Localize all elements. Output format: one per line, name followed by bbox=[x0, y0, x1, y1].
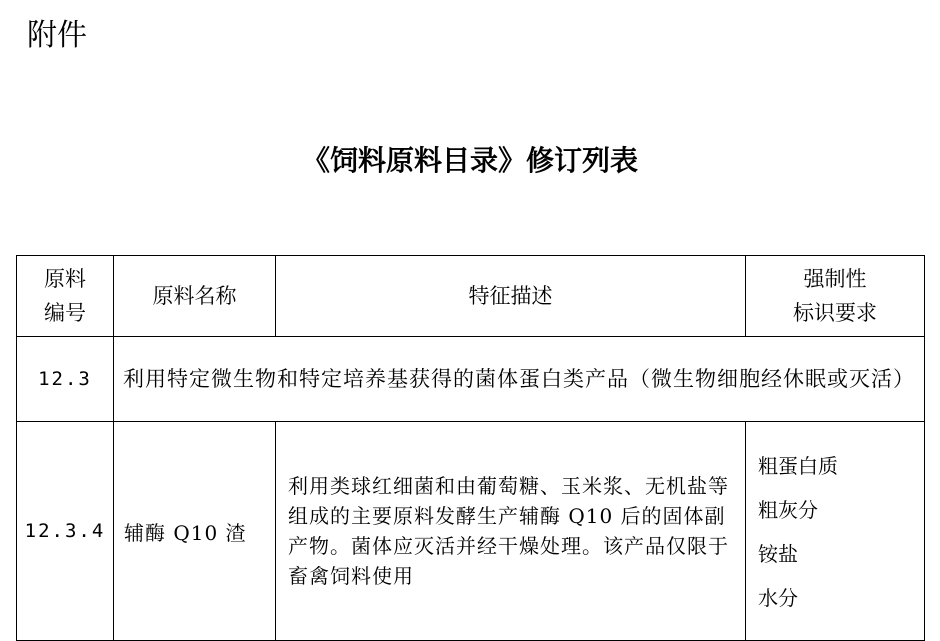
item-label-requirements bbox=[746, 422, 925, 641]
header-label-line2: 标识要求 bbox=[793, 301, 877, 325]
label-requirement-item: 水分 bbox=[758, 586, 798, 610]
label-requirement-item: 粗蛋白质 bbox=[758, 454, 838, 478]
item-code: 12.3.4 bbox=[17, 422, 114, 641]
item-name: 辅酶 Q10 渣 bbox=[114, 422, 276, 641]
category-description: 利用特定微生物和特定培养基获得的菌体蛋白类产品（微生物细胞经休眠或灭活） bbox=[114, 337, 925, 422]
table-header-row bbox=[17, 256, 925, 337]
label-requirement-item: 铵盐 bbox=[758, 542, 798, 566]
table-row-category bbox=[17, 337, 925, 422]
header-code bbox=[17, 256, 114, 337]
document-title: 《饲料原料目录》修订列表 bbox=[301, 144, 638, 177]
header-label-line1: 强制性 bbox=[803, 267, 867, 291]
header-feature: 特征描述 bbox=[276, 256, 746, 337]
attachment-label: 附件 bbox=[27, 18, 87, 53]
header-code-line2: 编号 bbox=[44, 301, 86, 325]
category-code: 12.3 bbox=[17, 337, 114, 422]
header-label-requirement bbox=[746, 256, 925, 337]
header-code-line1: 原料 bbox=[44, 267, 86, 291]
table-row-item bbox=[17, 422, 925, 641]
header-name: 原料名称 bbox=[114, 256, 276, 337]
label-requirement-item: 粗灰分 bbox=[758, 498, 818, 522]
revision-table bbox=[16, 255, 925, 641]
item-feature: 利用类球红细菌和由葡萄糖、玉米浆、无机盐等组成的主要原料发酵生产辅酶 Q10 后的固体副产物。菌体应灭活并经干燥处理。该产品仅限于畜禽饲料使用 bbox=[276, 422, 746, 641]
